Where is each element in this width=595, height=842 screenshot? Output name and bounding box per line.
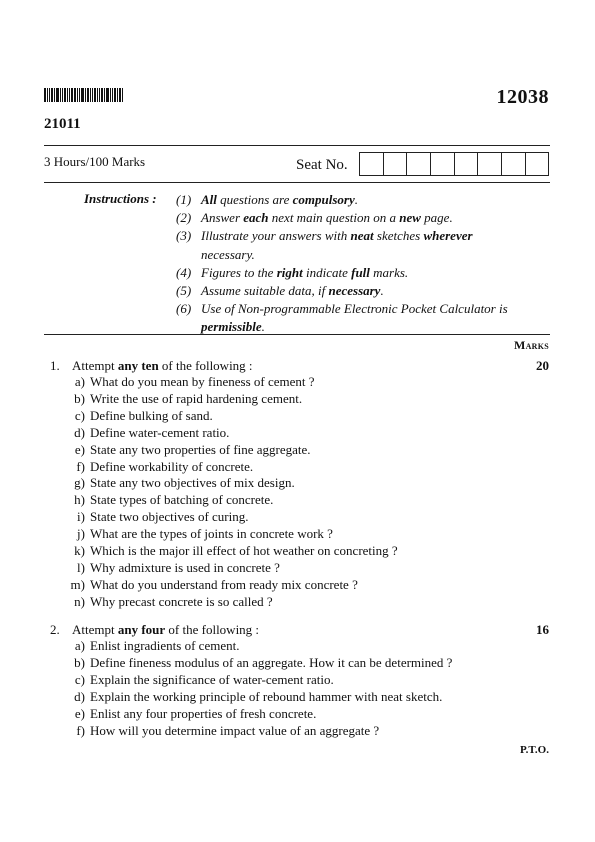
sub-question-letter: e)	[74, 705, 85, 721]
duration-marks: 3 Hours/100 Marks	[44, 154, 146, 169]
instruction-number: (5)	[176, 283, 192, 299]
instructions-top-divider	[44, 182, 550, 183]
instructions-title: Instructions :	[84, 191, 157, 206]
pto-label: P.T.O.	[519, 744, 549, 756]
sub-question-text: How will you determine impact value of an aggregate ?	[90, 722, 380, 738]
sub-question-list	[60, 374, 398, 611]
sub-question-letter: b)	[74, 390, 85, 406]
instruction-text: Figures to the right indicate full marks.	[201, 264, 409, 280]
sub-question-letter: i)	[77, 509, 85, 525]
sub-question-letter: a)	[74, 374, 85, 389]
question-marks: 16	[536, 622, 549, 637]
sub-question-letter: h)	[74, 492, 85, 508]
instruction-number: (4)	[176, 264, 192, 280]
sub-question-text: Write the use of rapid hardening cement.	[90, 390, 303, 406]
sub-question-list	[60, 638, 452, 739]
sub-question-letter: m)	[70, 576, 85, 592]
sub-question	[60, 672, 452, 689]
sub-question-text: Define fineness modulus of an aggregate. How it can be determined ?	[90, 654, 453, 670]
instruction-item	[176, 282, 526, 300]
sub-question	[60, 638, 452, 655]
sub-question	[60, 594, 398, 611]
instruction-item	[176, 191, 526, 209]
sub-question	[60, 459, 398, 476]
sub-question-letter: c)	[74, 671, 85, 687]
question-marks: 20	[536, 358, 549, 373]
sub-question-text: State any two objectives of mix design.	[90, 475, 295, 491]
barcode	[44, 88, 124, 102]
sub-question-text: Why admixture is used in concrete ?	[90, 559, 280, 575]
instruction-number: (1)	[176, 192, 192, 207]
question-number: 1.	[50, 358, 60, 373]
paper-code-left: 21011	[44, 116, 81, 132]
instruction-text: All questions are compulsory.	[201, 192, 358, 207]
instructions-list	[176, 191, 526, 337]
sub-question	[60, 492, 398, 509]
sub-question-letter: k)	[74, 543, 85, 559]
sub-question-letter: d)	[74, 688, 85, 704]
sub-question	[60, 442, 398, 459]
sub-question-text: State two objectives of curing.	[90, 509, 249, 525]
sub-question	[60, 543, 398, 560]
instruction-text: Assume suitable data, if necessary.	[201, 283, 384, 299]
sub-question-text: State types of batching of concrete.	[90, 492, 274, 508]
header-divider	[44, 145, 550, 146]
sub-question	[60, 706, 452, 723]
sub-question-text: Define workability of concrete.	[90, 458, 254, 474]
sub-question-text: Which is the major ill effect of hot weather on concreting ?	[90, 543, 398, 559]
sub-question-text: Enlist ingradients of cement.	[90, 638, 240, 653]
sub-question-letter: l)	[77, 559, 85, 575]
instruction-item	[176, 264, 526, 282]
instruction-number: (6)	[176, 301, 192, 317]
sub-question	[60, 560, 398, 577]
sub-question-text: Explain the significance of water-cement ratio.	[90, 671, 334, 687]
sub-question	[60, 723, 452, 740]
sub-question	[60, 509, 398, 526]
sub-question-letter: f)	[76, 458, 85, 474]
sub-question	[60, 526, 398, 543]
sub-question	[60, 655, 452, 672]
sub-question-letter: n)	[74, 593, 85, 609]
sub-question-text: What are the types of joints in concrete work ?	[90, 526, 333, 542]
sub-question	[60, 577, 398, 594]
instruction-text: Illustrate your answers with neat sketches wherever necessary.	[201, 228, 473, 262]
sub-question-letter: c)	[74, 407, 85, 423]
sub-question-letter: g)	[74, 475, 85, 491]
question-heading: 1. Attempt any ten of the following :	[50, 358, 253, 373]
sub-question	[60, 475, 398, 492]
sub-question-text: What do you understand from ready mix concrete ?	[90, 576, 358, 592]
seat-no-boxes[interactable]	[359, 152, 549, 176]
sub-question-letter: f)	[76, 722, 85, 738]
sub-question-text: What do you mean by fineness of cement ?	[90, 374, 315, 389]
sub-question-text: Define bulking of sand.	[90, 407, 213, 423]
sub-question	[60, 391, 398, 408]
marks-column-header: Marks	[513, 338, 549, 352]
instruction-text: Use of Non-programmable Electronic Pocket Calculator is permissible.	[201, 301, 508, 335]
sub-question-text: Explain the working principle of rebound hammer with neat sketch.	[90, 688, 443, 704]
instruction-number: (3)	[176, 228, 192, 244]
question-heading: 2. Attempt any four of the following :	[50, 622, 260, 637]
sub-question-text: Why precast concrete is so called ?	[90, 593, 273, 609]
question-number: 2.	[50, 622, 60, 637]
sub-question	[60, 689, 452, 706]
sub-question-letter: j)	[77, 526, 85, 542]
instruction-item	[176, 227, 526, 263]
sub-question	[60, 408, 398, 425]
instruction-text: Answer each next main question on a new page.	[201, 210, 453, 226]
instruction-number: (2)	[176, 210, 192, 226]
instructions-bottom-divider	[44, 334, 550, 335]
sub-question	[60, 425, 398, 442]
sub-question-letter: b)	[74, 654, 85, 670]
instruction-item	[176, 300, 526, 336]
sub-question	[60, 374, 398, 391]
sub-question-text: Define water-cement ratio.	[90, 424, 230, 440]
sub-question-letter: a)	[74, 638, 85, 653]
sub-question-text: Enlist any four properties of fresh concrete.	[90, 705, 317, 721]
seat-no-label: Seat No.	[296, 157, 348, 173]
paper-code-right: 12038	[496, 86, 549, 108]
sub-question-letter: d)	[74, 424, 85, 440]
sub-question-letter: e)	[74, 441, 85, 457]
sub-question-text: State any two properties of fine aggregate.	[90, 441, 311, 457]
instruction-item	[176, 209, 526, 227]
